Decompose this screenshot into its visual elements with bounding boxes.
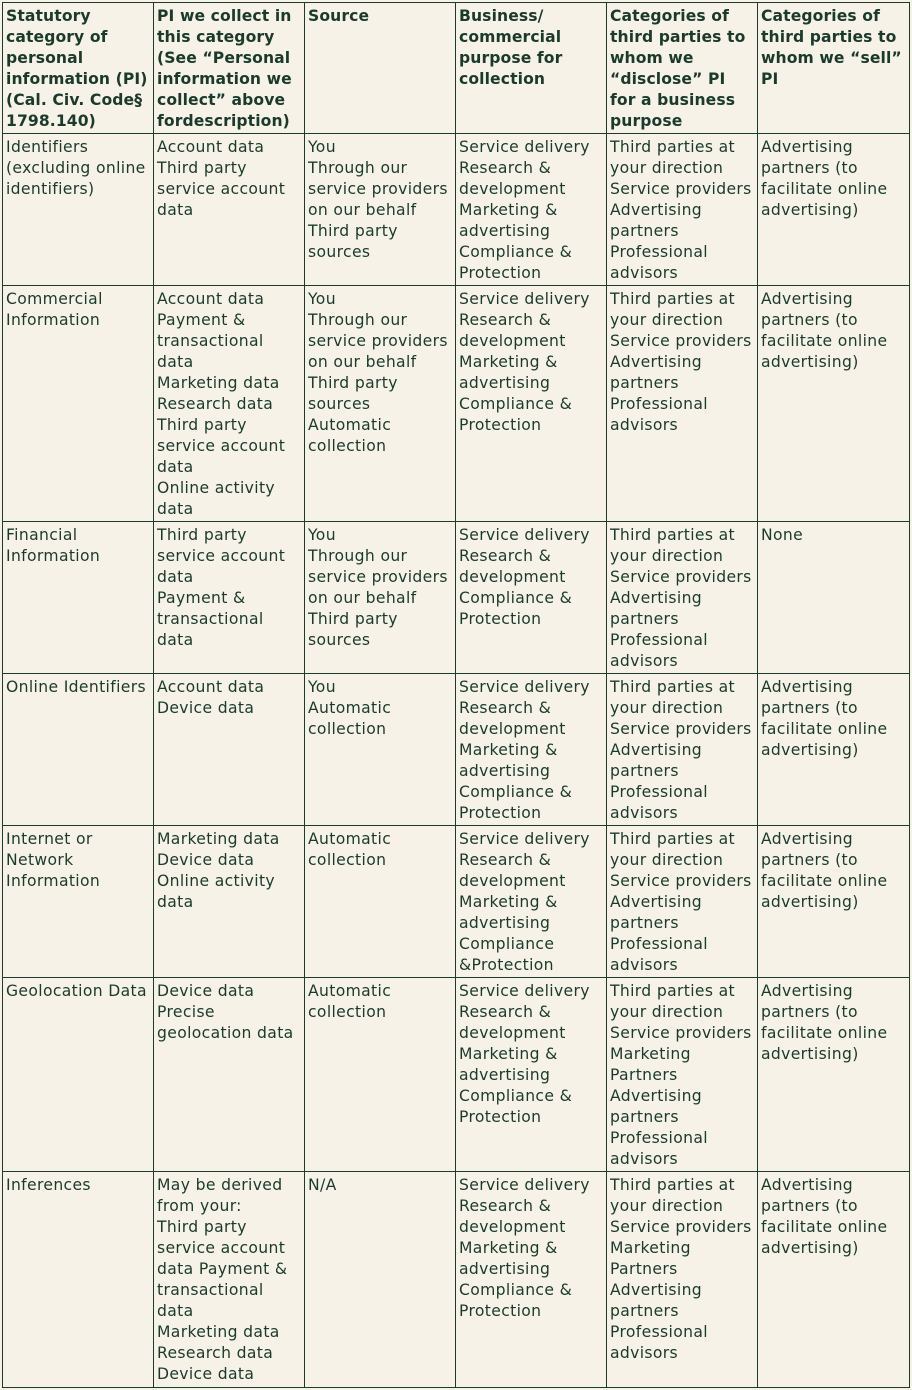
table-header: [3, 3, 910, 134]
cell-line: Third party sources: [308, 610, 398, 649]
cell-statutory-category: [3, 522, 154, 674]
cell-line: Marketing data: [157, 830, 280, 848]
cell-line: Marketing & advertising: [459, 353, 558, 392]
cell-statutory-category: [3, 826, 154, 978]
cell-disclose-categories: [607, 674, 758, 826]
cell-line: Compliance & Protection: [459, 1281, 573, 1320]
cell-line: Research & development: [459, 851, 566, 890]
pi-disclosure-table: [2, 2, 910, 1388]
cell-source: [305, 134, 456, 286]
cell-line: Marketing & advertising: [459, 1239, 558, 1278]
cell-line: Professional advisors: [610, 395, 708, 434]
cell-line: Service delivery: [459, 982, 590, 1000]
cell-line: Compliance & Protection: [459, 243, 573, 282]
cell-line: Account data: [157, 138, 265, 156]
cell-line: Service providers: [610, 872, 752, 890]
cell-line: Professional advisors: [610, 631, 708, 670]
cell-line: Service delivery: [459, 1176, 590, 1194]
cell-line: Marketing data: [157, 374, 280, 392]
cell-line: Research data: [157, 395, 274, 413]
cell-line: Advertising partners: [610, 1281, 703, 1320]
cell-statutory-category: [3, 674, 154, 826]
cell-line: Compliance & Protection: [459, 395, 573, 434]
cell-line: Advertising partners (to facilitate online advertising): [761, 1176, 888, 1257]
header-business-purpose: Business/ commercial purpose for collection: [456, 3, 607, 134]
cell-line: Online activity data: [157, 479, 275, 518]
cell-line: You: [308, 138, 336, 156]
cell-pi-collected: [154, 522, 305, 674]
cell-line: Advertising partners (to facilitate online advertising): [761, 830, 888, 911]
cell-sell-categories: [758, 286, 910, 522]
cell-line: None: [761, 526, 804, 544]
cell-disclose-categories: [607, 1172, 758, 1388]
cell-line: Advertising partners (to facilitate online advertising): [761, 138, 888, 219]
cell-statutory-category: [3, 1172, 154, 1388]
cell-line: Geolocation Data: [6, 982, 147, 1000]
cell-line: You: [308, 678, 336, 696]
cell-line: Marketing & advertising: [459, 893, 558, 932]
cell-pi-collected: [154, 826, 305, 978]
cell-line: Payment & transactional data: [157, 589, 264, 649]
header-statutory-category: Statutory category of personal information (PI)(Cal. Civ. Code§ 1798.140): [3, 3, 154, 134]
cell-line: Marketing Partners: [610, 1239, 691, 1278]
cell-business-purpose: [456, 978, 607, 1172]
cell-line: Advertising partners: [610, 893, 703, 932]
cell-line: Third parties at your direction: [610, 830, 735, 869]
cell-line: Third party service account data Payment & transactional data: [157, 1218, 288, 1320]
cell-line: Advertising partners: [610, 589, 703, 628]
cell-source: [305, 826, 456, 978]
cell-line: Automatic collection: [308, 416, 392, 455]
cell-line: Service providers: [610, 180, 752, 198]
cell-disclose-categories: [607, 826, 758, 978]
cell-line: Precise geolocation data: [157, 1003, 294, 1042]
cell-statutory-category: [3, 134, 154, 286]
cell-business-purpose: [456, 674, 607, 826]
cell-line: Third party sources: [308, 374, 398, 413]
cell-disclose-categories: [607, 978, 758, 1172]
cell-line: Service delivery: [459, 830, 590, 848]
cell-business-purpose: [456, 522, 607, 674]
cell-sell-categories: [758, 522, 910, 674]
cell-line: Service providers: [610, 1024, 752, 1042]
cell-line: Advertising partners: [610, 1087, 703, 1126]
cell-pi-collected: [154, 134, 305, 286]
table-row: [3, 1172, 910, 1388]
cell-line: Research & development: [459, 1197, 566, 1236]
cell-sell-categories: [758, 674, 910, 826]
table-row: [3, 978, 910, 1172]
cell-line: Advertising partners (to facilitate online advertising): [761, 982, 888, 1063]
cell-line: Advertising partners (to facilitate online advertising): [761, 678, 888, 759]
cell-line: Third parties at your direction: [610, 1176, 735, 1215]
cell-line: Research & development: [459, 547, 566, 586]
cell-line: Inferences: [6, 1176, 91, 1194]
cell-sell-categories: [758, 978, 910, 1172]
cell-line: Third parties at your direction: [610, 678, 735, 717]
cell-line: Payment & transactional data: [157, 311, 264, 371]
cell-sell-categories: [758, 1172, 910, 1388]
cell-source: [305, 286, 456, 522]
cell-source: [305, 978, 456, 1172]
cell-line: Online Identifiers: [6, 678, 146, 696]
table-row: [3, 826, 910, 978]
cell-line: Advertising partners: [610, 353, 703, 392]
cell-line: Third party sources: [308, 222, 398, 261]
cell-disclose-categories: [607, 134, 758, 286]
cell-line: Account data: [157, 290, 265, 308]
cell-pi-collected: [154, 674, 305, 826]
cell-line: Automatic collection: [308, 982, 392, 1021]
table-row: [3, 522, 910, 674]
cell-line: Commercial Information: [6, 290, 103, 329]
cell-line: Account data: [157, 678, 265, 696]
cell-line: Third parties at your direction: [610, 290, 735, 329]
cell-line: You: [308, 290, 336, 308]
cell-line: Through our service providers on our behalf: [308, 311, 448, 371]
cell-line: Third party service account data: [157, 526, 286, 586]
cell-line: Marketing data: [157, 1323, 280, 1341]
table-row: [3, 286, 910, 522]
cell-line: Research data: [157, 1344, 274, 1362]
table-row: [3, 674, 910, 826]
cell-source: [305, 674, 456, 826]
table-row: [3, 134, 910, 286]
cell-line: Marketing & advertising: [459, 201, 558, 240]
cell-line: Service delivery: [459, 290, 590, 308]
cell-line: Service delivery: [459, 138, 590, 156]
cell-line: Third party service account data: [157, 159, 286, 219]
cell-line: Device data: [157, 1365, 255, 1383]
cell-line: Research & development: [459, 1003, 566, 1042]
cell-line: You: [308, 526, 336, 544]
cell-line: Compliance & Protection: [459, 589, 573, 628]
cell-line: Marketing & advertising: [459, 741, 558, 780]
cell-sell-categories: [758, 134, 910, 286]
cell-line: Compliance & Protection: [459, 783, 573, 822]
cell-line: Automatic collection: [308, 699, 392, 738]
cell-line: Service providers: [610, 568, 752, 586]
cell-line: Compliance & Protection: [459, 1087, 573, 1126]
cell-disclose-categories: [607, 522, 758, 674]
cell-line: Device data: [157, 982, 255, 1000]
cell-line: Service providers: [610, 1218, 752, 1236]
header-row: [3, 3, 910, 134]
cell-line: Service providers: [610, 332, 752, 350]
cell-pi-collected: [154, 286, 305, 522]
cell-line: Compliance &Protection: [459, 935, 555, 974]
cell-line: Service delivery: [459, 678, 590, 696]
cell-line: Marketing & advertising: [459, 1045, 558, 1084]
cell-line: Financial Information: [6, 526, 101, 565]
cell-line: Professional advisors: [610, 935, 708, 974]
header-pi-collected: PI we collect in this category (See “Personal information we collect” above fordescription): [154, 3, 305, 134]
cell-business-purpose: [456, 1172, 607, 1388]
cell-business-purpose: [456, 134, 607, 286]
header-source: Source: [305, 3, 456, 134]
cell-line: Through our service providers on our behalf: [308, 159, 448, 219]
header-sell-categories: Categories of third parties to whom we “sell” PI: [758, 3, 910, 134]
cell-line: Service delivery: [459, 526, 590, 544]
cell-statutory-category: [3, 978, 154, 1172]
cell-line: Service providers: [610, 720, 752, 738]
cell-business-purpose: [456, 826, 607, 978]
cell-line: Professional advisors: [610, 243, 708, 282]
cell-line: Professional advisors: [610, 1129, 708, 1168]
cell-line: May be derived from your:: [157, 1176, 283, 1215]
cell-line: Identifiers (excluding online identifiers): [6, 138, 146, 198]
cell-statutory-category: [3, 286, 154, 522]
header-disclose-categories: Categories of third parties to whom we “disclose” PI for a business purpose: [607, 3, 758, 134]
cell-line: Internet or Network Information: [6, 830, 101, 890]
cell-line: Third parties at your direction: [610, 138, 735, 177]
cell-line: Professional advisors: [610, 783, 708, 822]
cell-line: Automatic collection: [308, 830, 392, 869]
cell-line: Device data: [157, 699, 255, 717]
cell-pi-collected: [154, 1172, 305, 1388]
cell-pi-collected: [154, 978, 305, 1172]
cell-line: Third parties at your direction: [610, 982, 735, 1021]
cell-line: N/A: [308, 1176, 337, 1194]
cell-source: [305, 522, 456, 674]
cell-business-purpose: [456, 286, 607, 522]
cell-line: Online activity data: [157, 872, 275, 911]
cell-line: Research & development: [459, 159, 566, 198]
cell-line: Professional advisors: [610, 1323, 708, 1362]
cell-line: Third party service account data: [157, 416, 286, 476]
cell-line: Advertising partners (to facilitate online advertising): [761, 290, 888, 371]
cell-line: Device data: [157, 851, 255, 869]
cell-disclose-categories: [607, 286, 758, 522]
cell-sell-categories: [758, 826, 910, 978]
cell-line: Third parties at your direction: [610, 526, 735, 565]
cell-line: Advertising partners: [610, 201, 703, 240]
cell-line: Research & development: [459, 311, 566, 350]
cell-line: Through our service providers on our behalf: [308, 547, 448, 607]
table-body: [3, 134, 910, 1388]
cell-line: Marketing Partners: [610, 1045, 691, 1084]
cell-line: Research & development: [459, 699, 566, 738]
cell-line: Advertising partners: [610, 741, 703, 780]
cell-source: [305, 1172, 456, 1388]
